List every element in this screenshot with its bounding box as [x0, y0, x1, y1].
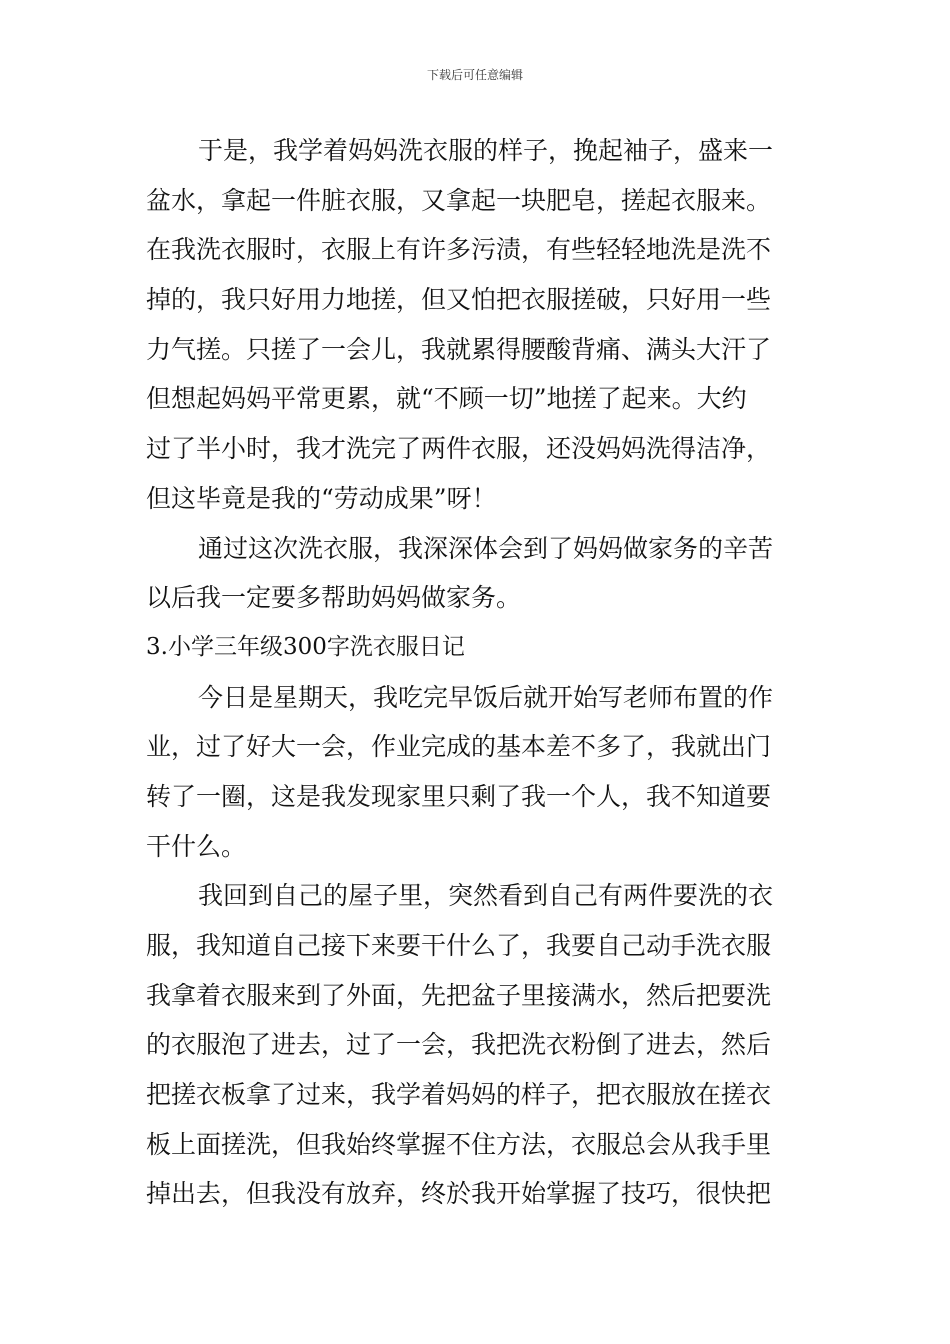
text-line: 掉的，我只好用力地搓，但又怕把衣服搓破，只好用一些	[146, 285, 772, 315]
text-line: 的衣服泡了进去，过了一会，我把洗衣粉倒了进去，然后	[146, 1030, 772, 1060]
document-body	[146, 126, 808, 1219]
text-line: 过了半小时，我才洗完了两件衣服，还没妈妈洗得洁净，	[146, 434, 772, 464]
text-line: 服，我知道自己接下来要干什么了，我要自己动手洗衣服	[146, 931, 772, 960]
text-line: 今日是星期天，我吃完早饭后就开始写老师布置的作	[198, 682, 774, 712]
text-line: 干什么。	[146, 831, 247, 861]
section-heading: 3.小学三年级300字洗衣服日记	[146, 633, 465, 660]
text-line: 板上面搓洗，但我始终掌握不住方法，衣服总会从我手里	[146, 1129, 772, 1159]
text-line: 业，过了好大一会，作业完成的基本差不多了，我就出门	[146, 732, 772, 762]
page-header: 下载后可任意编辑	[426, 68, 523, 82]
text-line: 于是，我学着妈妈洗衣服的样子，挽起袖子，盛来一	[198, 136, 774, 165]
text-line: 但这毕竟是我的“劳动成果”呀！	[146, 483, 497, 513]
text-line: 以后我一定要多帮助妈妈做家务。	[146, 583, 522, 613]
text-line: 我回到自己的屋子里，突然看到自己有两件要洗的衣	[198, 881, 774, 911]
text-line: 我拿着衣服来到了外面，先把盆子里接满水，然后把要洗	[146, 980, 772, 1010]
text-line: 把搓衣板拿了过来，我学着妈妈的样子，把衣服放在搓衣	[146, 1080, 772, 1110]
text-line: 在我洗衣服时，衣服上有许多污渍，有些轻轻地洗是洗不	[146, 235, 772, 265]
text-line: 掉出去，但我没有放弃，终於我开始掌握了技巧，很快把	[146, 1179, 772, 1209]
text-line: 但想起妈妈平常更累，就“不顾一切”地搓了起来。大约	[146, 384, 747, 414]
text-line: 力气搓。只搓了一会儿，我就累得腰酸背痛、满头大汗了	[146, 334, 772, 364]
text-line: 通过这次洗衣服，我深深体会到了妈妈做家务的辛苦	[198, 533, 774, 563]
text-line: 转了一圈，这是我发现家里只剩了我一个人，我不知道要	[146, 781, 772, 811]
text-line: 盆水，拿起一件脏衣服，又拿起一块肥皂，搓起衣服来。	[146, 185, 772, 215]
